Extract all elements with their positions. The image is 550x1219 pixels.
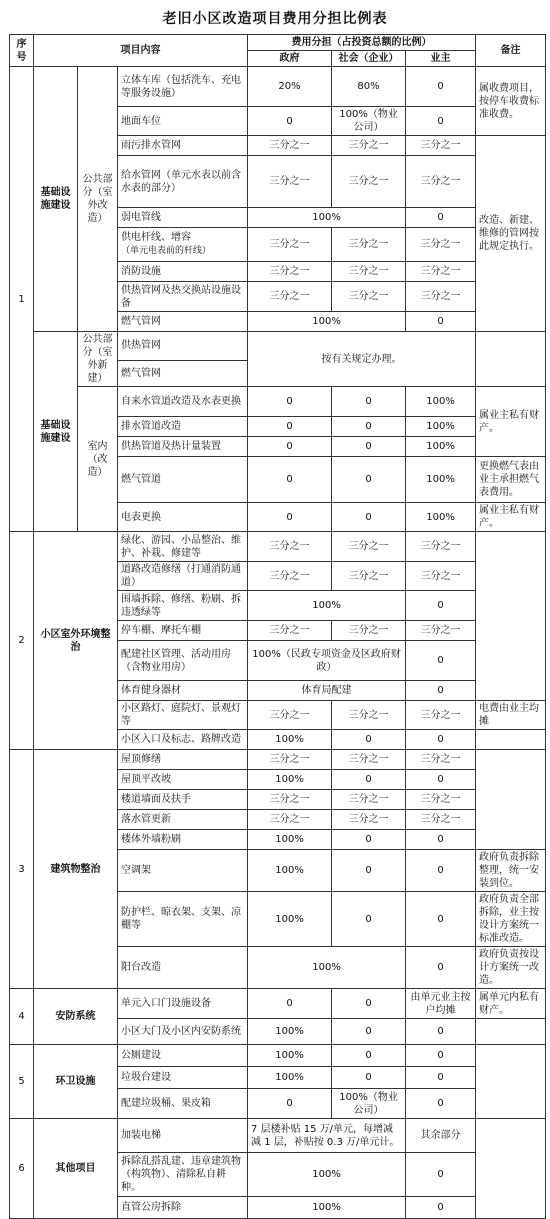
gov-cell: 0 [248,437,332,457]
owner-cell: 0 [406,1089,476,1119]
gov-cell: 100% [248,770,332,790]
table-row [10,1045,546,1067]
owner-cell: 三分之一 [406,282,476,312]
section-number: 2 [10,532,34,750]
owner-cell: 0 [406,208,476,228]
item-cell: 围墙拆除、修缮、粉刷、拆违透绿等 [118,591,248,621]
section-category: 环卫设施 [34,1045,118,1119]
merged-cost-cell: 100% [248,947,406,989]
item-cell: 给水管网（单元水表以前含水表的部分） [118,156,248,208]
owner-cell: 0 [406,770,476,790]
section-number: 5 [10,1045,34,1119]
gov-cell: 100% [248,730,332,750]
remark-cell: 政府负责全部拆除，业主按设计方案统一标准改造。 [476,892,546,947]
soc-cell: 三分之一 [332,282,406,312]
remark-cell [476,1019,546,1045]
item-cell: 屋顶修缮 [118,750,248,770]
item-cell: 单元入口门设施设备 [118,989,248,1019]
subcategory: 公共部分（室外新建） [78,332,118,387]
merged-cost-cell: 按有关规定办理。 [248,332,476,387]
remark-cell [476,332,546,387]
owner-cell: 三分之一 [406,790,476,810]
gov-cell: 三分之一 [248,621,332,641]
soc-cell: 0 [332,1067,406,1089]
merged-cost-cell: 100% [248,591,406,621]
owner-cell: 0 [406,1153,476,1197]
gov-cell: 100% [248,850,332,892]
soc-cell: 0 [332,457,406,503]
item-cell: 弱电管线 [118,208,248,228]
gov-cell: 三分之一 [248,532,332,562]
table-row [10,387,546,417]
remark-cell [476,1119,546,1219]
gov-cell: 三分之一 [248,790,332,810]
owner-cell: 0 [406,730,476,750]
soc-cell: 0 [332,1045,406,1067]
owner-cell: 0 [406,312,476,332]
item-subtext: （单元电表前的杆线） [121,246,212,256]
gov-cell: 100% [248,830,332,850]
item-cell: 燃气管网 [118,312,248,332]
gov-cell: 100% [248,1067,332,1089]
header-cost: 费用分担（占投资总额的比例） [248,35,476,51]
item-cell: 配建垃圾桶、果皮箱 [118,1089,248,1119]
owner-cell: 0 [406,830,476,850]
gov-cell: 三分之一 [248,228,332,262]
item-cell: 防护栏、晾衣架、支架、凉棚等 [118,892,248,947]
remark-cell: 政府负责拆除整理，统一安装到位。 [476,850,546,892]
item-cell: 地面车位 [118,107,248,136]
item-cell: 供热管网 [118,332,248,361]
soc-cell: 0 [332,1019,406,1045]
remark-cell: 改造、新建、维修的管网按此规定执行。 [476,136,546,332]
item-cell: 排水管道改造 [118,417,248,437]
remark-cell: 电费由业主均摊 [476,701,546,730]
soc-cell: 三分之一 [332,228,406,262]
soc-cell: 三分之一 [332,562,406,591]
item-cell: 立体车库（包括洗车、充电等服务设施） [118,67,248,107]
owner-cell: 100% [406,417,476,437]
owner-cell: 100% [406,437,476,457]
gov-cell: 三分之一 [248,701,332,730]
table-row [10,532,546,562]
soc-cell: 三分之一 [332,262,406,282]
item-cell: 雨污排水管网 [118,136,248,156]
section-category: 建筑物整治 [34,750,118,989]
owner-cell: 0 [406,1019,476,1045]
owner-cell: 0 [406,892,476,947]
merged-cost-cell: 100% [248,1197,406,1219]
remark-cell [476,730,546,750]
remark-cell: 更换燃气表由业主承担燃气表费用。 [476,457,546,503]
header-row-1 [10,35,546,51]
subcategory: 室内（改造） [78,387,118,532]
table-row [10,750,546,770]
section-number: 3 [10,750,34,989]
gov-cell: 三分之一 [248,156,332,208]
item-cell: 燃气管网 [118,360,248,386]
owner-cell: 三分之一 [406,750,476,770]
soc-cell: 0 [332,503,406,532]
remark-cell: 属单元内私有财产。 [476,989,546,1019]
remark-cell: 属收费项目，按停车收费标准收费。 [476,67,546,136]
item-cell: 供热管网及热交换站设施设备 [118,282,248,312]
owner-cell: 其余部分 [406,1119,476,1153]
soc-cell: 0 [332,830,406,850]
remark-cell [476,532,546,701]
section-category: 安防系统 [34,989,118,1045]
item-cell: 阳台改造 [118,947,248,989]
owner-cell: 100% [406,387,476,417]
item-cell: 楼体外墙粉刷 [118,830,248,850]
merged-cost-cell: 100% [248,312,406,332]
cost-sharing-table [9,34,546,1219]
owner-cell: 100% [406,503,476,532]
owner-cell: 0 [406,1197,476,1219]
soc-cell: 0 [332,989,406,1019]
soc-cell: 三分之一 [332,810,406,830]
item-cell: 电表更换 [118,503,248,532]
soc-cell: 三分之一 [332,156,406,208]
gov-cell: 三分之一 [248,750,332,770]
gov-cell: 0 [248,107,332,136]
section-category: 基础设施建设 [34,332,78,532]
table-row [10,332,546,361]
soc-cell: 三分之一 [332,136,406,156]
item-cell: 供热管道及热计量装置 [118,437,248,457]
owner-cell: 0 [406,1067,476,1089]
item-cell: 小区路灯、庭院灯、景观灯等 [118,701,248,730]
remark-cell [476,750,546,850]
soc-cell: 三分之一 [332,750,406,770]
soc-cell: 三分之一 [332,701,406,730]
soc-cell: 0 [332,892,406,947]
gov-cell: 0 [248,503,332,532]
owner-cell: 三分之一 [406,532,476,562]
remark-cell: 政府负责按设计方案统一改造。 [476,947,546,989]
soc-cell: 0 [332,387,406,417]
gov-cell: 100% [248,1045,332,1067]
header-seq: 序号 [10,35,34,67]
gov-cell: 三分之一 [248,810,332,830]
owner-cell: 三分之一 [406,701,476,730]
soc-cell: 100%（物业公司） [332,1089,406,1119]
item-cell: 配建社区管理、活动用房（含物业用房） [118,641,248,681]
owner-cell: 0 [406,591,476,621]
item-cell: 屋顶平改坡 [118,770,248,790]
item-cell: 公厕建设 [118,1045,248,1067]
gov-cell: 0 [248,457,332,503]
gov-cell: 三分之一 [248,136,332,156]
owner-cell: 100% [406,457,476,503]
owner-cell: 0 [406,107,476,136]
gov-cell: 三分之一 [248,262,332,282]
item-cell: 垃圾台建设 [118,1067,248,1089]
merged-cost-cell: 100% [248,208,406,228]
gov-cell: 100% [248,1019,332,1045]
section-number: 6 [10,1119,34,1219]
owner-cell: 0 [406,681,476,701]
owner-cell: 0 [406,641,476,681]
subcategory: 公共部分（室外改造） [78,67,118,332]
item-cell: 停车棚、摩托车棚 [118,621,248,641]
item-cell: 楼道墙面及扶手 [118,790,248,810]
item-cell: 小区入口及标志、路牌改造 [118,730,248,750]
gov-cell: 三分之一 [248,562,332,591]
owner-cell: 三分之一 [406,262,476,282]
section-category: 其他项目 [34,1119,118,1219]
item-cell: 体育健身器材 [118,681,248,701]
header-owner: 业主 [406,51,476,67]
owner-cell: 三分之一 [406,228,476,262]
soc-cell: 0 [332,850,406,892]
header-remark: 备注 [476,35,546,67]
item-cell: 拆除乱搭乱建、违章建筑物（构筑物）、清除私自耕种。 [118,1153,248,1197]
owner-cell: 三分之一 [406,810,476,830]
merged-cost-cell: 100%（民政专项资金及区政府财政） [248,641,406,681]
gov-cell: 0 [248,387,332,417]
owner-cell: 三分之一 [406,562,476,591]
merged-cost-cell: 100% [248,1153,406,1197]
item-cell: 落水管更新 [118,810,248,830]
item-cell: 绿化、游园、小品整治、维护、补栽、修建等 [118,532,248,562]
section-category: 小区室外环境整治 [34,532,118,750]
remark-cell [476,1045,546,1119]
remark-cell: 属业主私有财产。 [476,387,546,457]
gov-cell: 0 [248,1089,332,1119]
table-row [10,989,546,1019]
item-cell: 燃气管道 [118,457,248,503]
header-item: 项目内容 [34,35,248,67]
soc-cell: 三分之一 [332,790,406,810]
item-cell: 道路改造修缮（打通消防通道） [118,562,248,591]
merged-cost-cell: 7 层楼补贴 15 万/单元，每增减减 1 层，补贴按 0.3 万/单元计。 [248,1119,406,1153]
gov-cell: 三分之一 [248,282,332,312]
section-number: 1 [10,67,34,532]
soc-cell: 三分之一 [332,621,406,641]
owner-cell: 0 [406,67,476,107]
document-title: 老旧小区改造项目费用分担比例表 [162,11,388,27]
item-cell: 加装电梯 [118,1119,248,1153]
item-text: 供电杆线、增容 [121,232,191,243]
table-row [10,1119,546,1153]
item-cell [118,228,248,262]
soc-cell: 0 [332,770,406,790]
header-soc: 社会（企业） [332,51,406,67]
soc-cell: 三分之一 [332,532,406,562]
soc-cell: 0 [332,730,406,750]
gov-cell: 100% [248,892,332,947]
remark-cell: 属业主私有财产。 [476,503,546,532]
gov-cell: 0 [248,989,332,1019]
soc-cell: 80% [332,67,406,107]
gov-cell: 0 [248,417,332,437]
owner-cell: 由单元业主按户均摊 [406,989,476,1019]
section-number: 4 [10,989,34,1045]
table-row [10,67,546,107]
header-gov: 政府 [248,51,332,67]
soc-cell: 0 [332,417,406,437]
soc-cell: 0 [332,437,406,457]
item-cell: 自来水管道改造及水表更换 [118,387,248,417]
item-cell: 直管公房拆除 [118,1197,248,1219]
item-cell: 空调架 [118,850,248,892]
gov-cell: 20% [248,67,332,107]
owner-cell: 三分之一 [406,156,476,208]
merged-cost-cell: 体育局配建 [248,681,406,701]
item-cell: 小区大门及小区内安防系统 [118,1019,248,1045]
owner-cell: 0 [406,947,476,989]
owner-cell: 0 [406,1045,476,1067]
owner-cell: 三分之一 [406,136,476,156]
owner-cell: 0 [406,850,476,892]
owner-cell: 三分之一 [406,621,476,641]
item-cell: 消防设施 [118,262,248,282]
section-category: 基础设施建设 [34,67,78,332]
soc-cell: 100%（物业公司） [332,107,406,136]
